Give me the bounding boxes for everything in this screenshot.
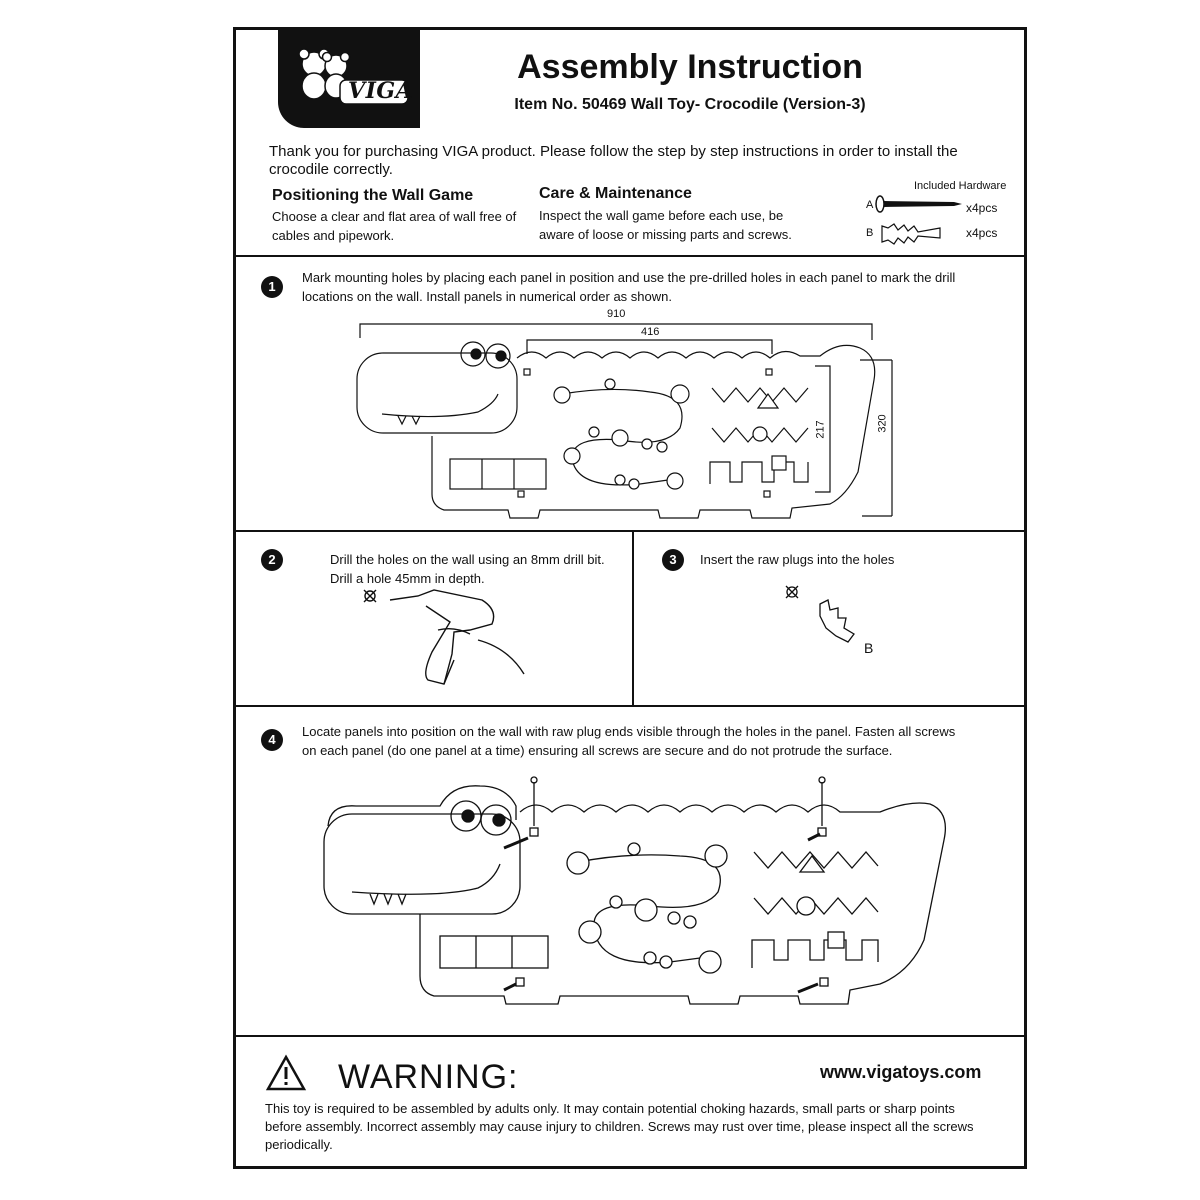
item-number: Item No. 50469 Wall Toy- Crocodile (Version-3) (514, 96, 866, 113)
step-3-text: Insert the raw plugs into the holes (700, 552, 895, 567)
care-heading: Care & Maintenance (539, 185, 692, 202)
dimension-middle-height: 217 (814, 420, 827, 439)
website-link[interactable]: www.vigatoys.com (820, 1062, 982, 1082)
dimension-total-height: 320 (876, 414, 889, 433)
step-3-badge: 3 (662, 549, 684, 571)
hardware-qty-b: x4pcs (966, 226, 998, 240)
step-1-text: Mark mounting holes by placing each panel in position and use the pre-drilled holes in each panel to mark the drill locations on the wall. Install panels in numerical order as shown. (302, 270, 956, 304)
positioning-text: Choose a clear and flat area of wall free of cables and pipework. (272, 209, 517, 243)
warning-heading: WARNING: (338, 1058, 519, 1096)
brand-name: VIGA (348, 78, 414, 104)
care-text: Inspect the wall game before each use, be aware of loose or missing parts and screws. (539, 208, 792, 242)
positioning-heading: Positioning the Wall Game (272, 187, 474, 204)
intro-text: Thank you for purchasing VIGA product. Please follow the step by step instructions in order to install the crocodile correctly. (269, 143, 958, 178)
step-3-label: B (864, 640, 874, 656)
warning-text: This toy is required to be assembled by adults only. It may contain potential choking hazards, small parts or sharp points before assembly. Incorrect assembly may cause injury to children. Screws may rust over time, please inspect all the screws periodically. (265, 1101, 974, 1152)
hardware-letter-b: B (866, 227, 874, 239)
dimension-middle-width: 416 (641, 326, 660, 338)
hardware-letter-a: A (866, 199, 874, 211)
dimension-total-width: 910 (607, 308, 626, 320)
warning-triangle-icon (265, 1054, 307, 1092)
step-2-badge: 2 (261, 549, 283, 571)
step-1-badge: 1 (261, 276, 283, 298)
hardware-qty-a: x4pcs (966, 201, 998, 215)
step-4-text: Locate panels into position on the wall with raw plug ends visible through the holes in the panel. Fasten all screws on each panel (do one panel at a time) ensuring all screws are secure and do not protrude the surface. (302, 724, 956, 758)
step-2-text: Drill the holes on the wall using an 8mm drill bit. Drill a hole 45mm in depth. (330, 552, 605, 586)
step-4-badge: 4 (261, 729, 283, 751)
page-title: Assembly Instruction (517, 48, 863, 86)
hardware-heading: Included Hardware (914, 180, 1007, 192)
